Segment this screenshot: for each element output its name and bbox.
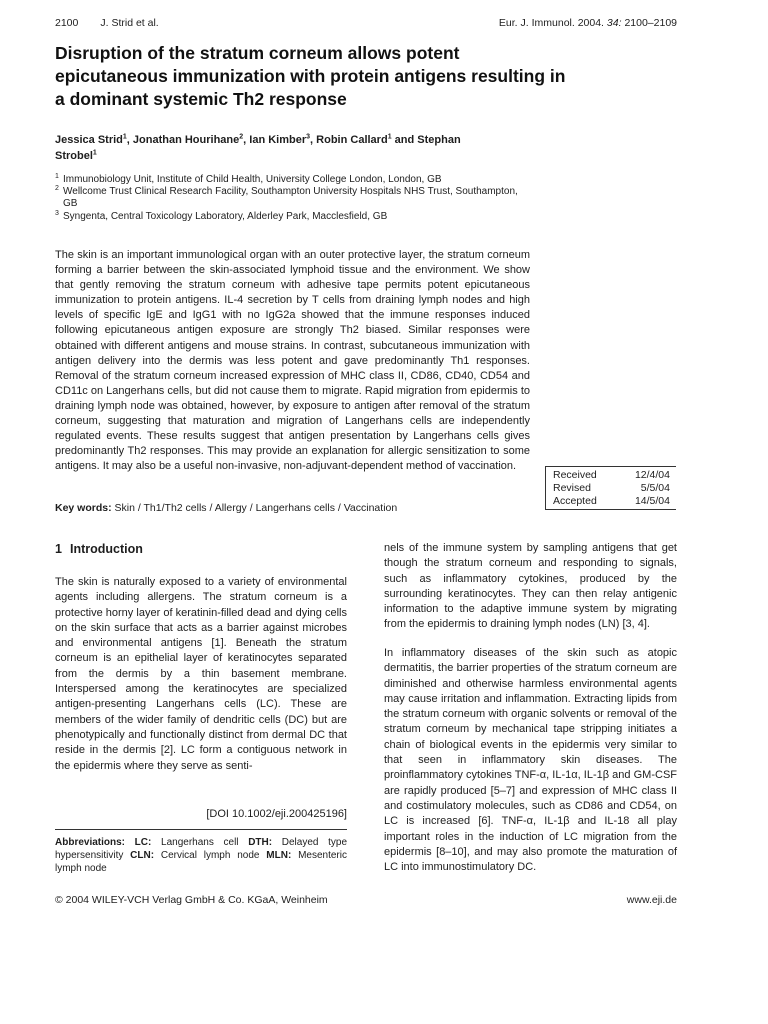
journal-name: Eur. J. Immunol. 2004. [498,17,604,29]
journal-pages: 2100–2109 [624,17,677,29]
keywords-label: Key words: [55,502,112,514]
author-affiliation-mark: 1 [387,133,392,141]
author-name: Ian Kimber [249,134,307,146]
copyright: © 2004 WILEY-VCH Verlag GmbH & Co. KGaA, Weinheim [55,894,328,906]
date-row: Received 12/4/04 [553,469,670,481]
doi: [DOI 10.1002/eji.200425196] [206,808,347,820]
divider [55,829,347,830]
article-title: Disruption of the stratum corneum allows potent epicutaneous immunization with protein antigens resulting in a dominant systemic Th2 response [55,43,566,109]
abstract: The skin is an important immunological organ with an outer protective layer, the stratum corneum forming a barrier between the skin-associated lymphoid tissue and the environment. We show that gently removing the stratum corneum with adhesive tape permits potent epicutaneous immunization to protein antigens. IL-4 secretion by T cells from draining lymph nodes and high levels of specific IgE and IgG1 with no IgG2a showed that the immune responses induced following epicutaneous antigen exposure are strongly Th2 biased. Similar responses were obtained with different antigens and mouse strains. In contrast, subcutaneous immunization with antigen delivery into the dermis was less potent and gave predominantly Th1 responses. Removal of the stratum corneum increased expression of MHC class II, CD86, CD40, CD54 and CD11c on Langerhans cells, but did not cause them to migrate. Rapid migration from epidermis to draining lymph node was obtained, however, by exposure to antigen after removal of the stratum corneum, suggesting that maturation and migration of Langerhans cells are independently regulated events. These results suggest that antigen presentation by Langerhans cells gives predominantly Th2 responses. This may provide an explanation for allergic sensitization to some antigens. It may also be a useful non-invasive, non-adjuvant-dependent method of vaccination. [55,249,530,473]
author-affiliation-mark: 1 [92,149,97,157]
journal-url: www.eji.de [626,894,677,906]
section-title: Introduction [70,542,143,556]
affiliation-item: 2 Wellcome Trust Clinical Research Facility, Southampton University Hospitals NHS Trust, Southampton, GB [55,185,518,210]
author-name: Stephan Strobel [55,134,461,162]
body-paragraph: The skin is naturally exposed to a variety of environmental agents including allergens. The stratum corneum is a protective horny layer of keratinin-filled dead and dying cells on the skin surface that acts as a barrier against microbes and environmental antigens [1]. Beneath the stratum corneum is an epithelial layer of keratinocytes separated from the dermis by a thin basement membrane. Interspersed among the keratinocytes are specialized antigen-presenting Langerhans cells (LC). These are members of the wider family of dendritic cells (DC) but are phenotypically and functionally distinct from dermal DC that reside in the dermis [2]. LC form a contiguous network in the epidermis where they serve as senti- [55,576,347,772]
affiliation-item: 3 Syngenta, Central Toxicology Laboratory, Alderley Park, Macclesfield, GB [55,209,388,222]
running-header-left [55,17,159,29]
author-list: Jessica Strid$^1$, Jonathan Hourihane$^2$, Ian Kimber$^3$, Robin Callard$^1$ and Stephan Strobel$^1$ [55,133,461,162]
author-name: Robin Callard [316,134,388,146]
running-header-right [499,17,677,29]
section-number: 1 [55,542,62,556]
author-affiliation-mark: 2 [239,133,244,141]
author-name: Jonathan Hourihane [132,134,240,146]
abbreviations: Abbreviations: LC: Langerhans cell DTH: Delayed type hypersensitivity CLN: Cervical lymph node MLN: Mesenteric lymph node [55,837,348,875]
section-heading [55,542,143,556]
affiliation-item: 1 Immunobiology Unit, Institute of Child Health, University College London, London, GB [55,173,442,185]
author-affiliation-mark: 3 [306,133,311,141]
page-number: 2100 [55,17,79,29]
dates-box [545,466,676,510]
body-paragraph: nels of the immune system by sampling antigens that get though the stratum corneum and responding to signals, such as inflammatory cytokines, produced by the surrounding keratinocytes. They can then relay antigenic information to the adaptive immune system by migrating from the epidermis to draining lymph nodes (LN) [3, 4]. [384,542,677,631]
body-paragraph: In inflammatory diseases of the skin such as atopic dermatitis, the barrier properties of the stratum corneum are diminished and otherwise harmless environmental agents may cause irritation and inflammation. Extracting lipids from the stratum corneum with organic solvents or removal of the stratum corneum by mechanical tape stripping initiates a chain of biological events in the epidermis very similar to that seen in inflammatory skin diseases. The proinflammatory cytokines TNF-α, IL-1α, IL-1β and GM-CSF are rapidly produced [5–7] and expression of MHC class II and costimulatory molecules, such as CD86 and CD54, on LC is increased [6]. TNF-α, IL-1β and IL-18 all play important roles in the induction of LC migration from the epidermis [8–10], and may also promote the maturation of LC into immunostimulatory DC. [384,647,677,874]
journal-volume: 34: [606,17,622,29]
running-author: J. Strid et al. [100,17,159,29]
keywords-text: Skin / Th1/Th2 cells / Allergy / Langerhans cells / Vaccination [114,502,398,514]
author-affiliation-mark: 1 [122,133,127,141]
author-name: Jessica Strid [55,134,123,146]
date-row: Accepted 14/5/04 [553,494,670,507]
keywords [55,502,525,514]
date-row: Revised 5/5/04 [553,481,670,494]
affiliation-list [55,174,525,223]
